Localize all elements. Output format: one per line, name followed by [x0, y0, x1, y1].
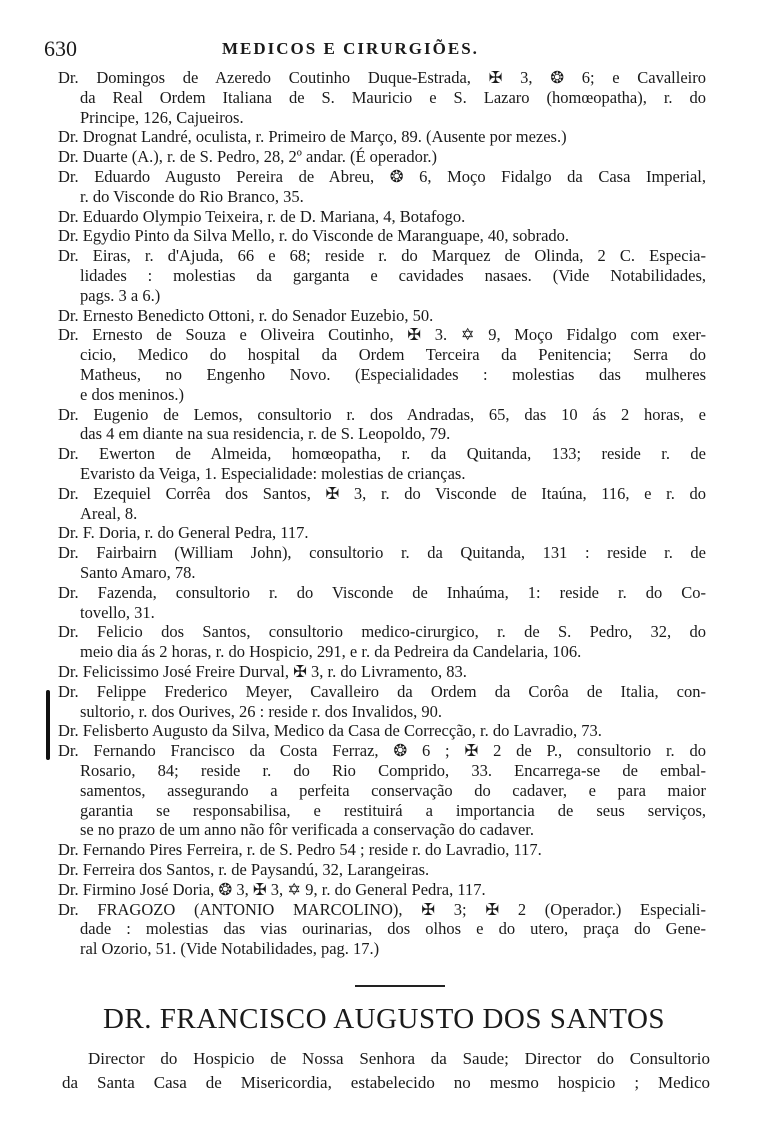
- entry-first-line: Dr. Eiras, r. d'Ajuda, 66 e 68; reside r. do Marquez de Olinda, 2 C. Especia-: [58, 246, 706, 266]
- entry-continuation-line: das 4 em diante na sua residencia, r. de S. Leopoldo, 79.: [80, 424, 451, 444]
- entry-first-line: Dr. Eugenio de Lemos, consultorio r. dos Andradas, 65, das 10 ás 2 horas, e: [58, 404, 706, 424]
- entry-first-line: Dr. Felisberto Augusto da Silva, Medico da Casa de Correcção, r. do Lavradio, 73.: [58, 721, 602, 741]
- entry-continuation-line: Matheus, no Engenho Novo. (Especialidades : molestias das mulheres: [80, 365, 706, 384]
- entry-continuation-line: e dos meninos.): [80, 384, 185, 404]
- entry-continuation-line: ral Ozorio, 51. (Vide Notabilidades, pag. 17.): [80, 939, 380, 959]
- feature-text-line: da Santa Casa de Misericordia, estabelecido no mesmo hospicio ; Medico: [62, 1073, 710, 1092]
- entry-first-line: Dr. FRAGOZO (ANTONIO MARCOLINO), ✠ 3; ✠ 2 (Operador.) Especiali-: [58, 899, 706, 919]
- entry-first-line: Dr. Domingos de Azeredo Coutinho Duque-Estrada, ✠ 3, ❂ 6; e Cavalleiro: [58, 68, 706, 87]
- entry-first-line: Dr. Drognat Landré, oculista, r. Primeiro de Março, 89. (Ausente por mezes.): [58, 127, 567, 147]
- margin-bracket-mark: [46, 690, 50, 760]
- entry-continuation-line: cicio, Medico do hospital da Ordem Terceira da Penitencia; Serra do: [80, 345, 706, 365]
- entry-continuation-line: Rosario, 84; reside r. do Rio Comprido, 33. Encarrega-se de embal-: [80, 761, 706, 780]
- entry-first-line: Dr. F. Doria, r. do General Pedra, 117.: [58, 523, 309, 543]
- entry-first-line: Dr. Felicio dos Santos, consultorio medico-cirurgico, r. de S. Pedro, 32, do: [58, 622, 706, 642]
- entry-first-line: Dr. Fernando Pires Ferreira, r. de S. Pedro 54 ; reside r. do Lavradio, 117.: [58, 840, 542, 860]
- entry-first-line: Dr. Firmino José Doria, ❂ 3, ✠ 3, ✡ 9, r. do General Pedra, 117.: [58, 879, 486, 899]
- entry-continuation-line: lidades : molestias da garganta e cavidades nasaes. (Vide Notabilidades,: [80, 266, 706, 285]
- feature-heading: DR. FRANCISCO AUGUSTO DOS SANTOS: [102, 1003, 666, 1035]
- entry-first-line: Dr. Eduardo Olympio Teixeira, r. de D. Mariana, 4, Botafogo.: [58, 206, 466, 226]
- entry-continuation-line: Areal, 8.: [80, 503, 138, 523]
- entry-continuation-line: Evaristo da Veiga, 1. Especialidade: molestias de crianças.: [80, 464, 466, 483]
- entry-first-line: Dr. Ewerton de Almeida, homœopatha, r. da Quitanda, 133; reside r. de: [58, 444, 706, 464]
- entry-first-line: Dr. Ezequiel Corrêa dos Santos, ✠ 3, r. do Visconde de Itaúna, 116, e r. do: [58, 483, 706, 503]
- entry-continuation-line: se no prazo de um anno não fôr verificada a conservação do cadaver.: [80, 820, 534, 840]
- entry-continuation-line: Santo Amaro, 78.: [80, 563, 196, 582]
- entry-first-line: Dr. Felicissimo José Freire Durval, ✠ 3, r. do Livramento, 83.: [58, 662, 467, 681]
- entry-continuation-line: Principe, 126, Cajueiros.: [80, 107, 244, 127]
- entry-first-line: Dr. Eduardo Augusto Pereira de Abreu, ❂ 6, Moço Fidalgo da Casa Imperial,: [58, 167, 706, 186]
- entry-first-line: Dr. Felippe Frederico Meyer, Cavalleiro da Ordem da Corôa de Italia, con-: [58, 681, 706, 701]
- entry-first-line: Dr. Fernando Francisco da Costa Ferraz, ❂ 6 ; ✠ 2 de P., consultorio r. do: [58, 741, 706, 761]
- entry-continuation-line: samentos, assegurando a perfeita conservação do cadaver, e para maior: [80, 780, 706, 800]
- entry-continuation-line: sultorio, r. dos Ourives, 26 : reside r. dos Invalidos, 90.: [80, 701, 443, 721]
- entry-continuation-line: dade : molestias das vias ourinarias, dos olhos e do utero, praça do Gene-: [80, 919, 706, 939]
- entry-first-line: Dr. Fazenda, consultorio r. do Visconde de Inhaúma, 1: reside r. do Co-: [58, 582, 706, 602]
- entry-continuation-line: da Real Ordem Italiana de S. Mauricio e S. Lazaro (homœopatha), r. do: [80, 87, 706, 107]
- entry-first-line: Dr. Duarte (A.), r. de S. Pedro, 28, 2º andar. (É operador.): [58, 147, 438, 167]
- entry-first-line: Dr. Ernesto de Souza e Oliveira Coutinho, ✠ 3. ✡ 9, Moço Fidalgo com exer-: [58, 325, 706, 345]
- entry-first-line: Dr. Egydio Pinto da Silva Mello, r. do Visconde de Maranguape, 40, sobrado.: [58, 226, 570, 246]
- entry-first-line: Dr. Fairbairn (William John), consultorio r. da Quitanda, 131 : reside r. de: [58, 543, 706, 563]
- section-divider: [355, 985, 445, 987]
- page-number: 630: [44, 36, 77, 61]
- entry-continuation-line: garantia se responsabilisa, e restituirá a importancia de seus serviços,: [80, 800, 706, 820]
- entry-continuation-line: pags. 3 a 6.): [80, 285, 161, 305]
- running-head: MEDICOS E CIRURGIÕES.: [222, 39, 479, 58]
- entry-continuation-line: meio dia ás 2 horas, r. do Hospicio, 291, e r. da Pedreira da Candelaria, 106.: [80, 642, 582, 662]
- entry-continuation-line: tovello, 31.: [80, 602, 155, 622]
- feature-text-line: Director do Hospicio de Nossa Senhora da Saude; Director do Consultorio: [88, 1049, 710, 1068]
- entry-first-line: Dr. Ernesto Benedicto Ottoni, r. do Senador Euzebio, 50.: [58, 305, 434, 325]
- entry-continuation-line: r. do Visconde do Rio Branco, 35.: [80, 186, 304, 206]
- entry-first-line: Dr. Ferreira dos Santos, r. de Paysandú, 32, Larangeiras.: [58, 860, 430, 879]
